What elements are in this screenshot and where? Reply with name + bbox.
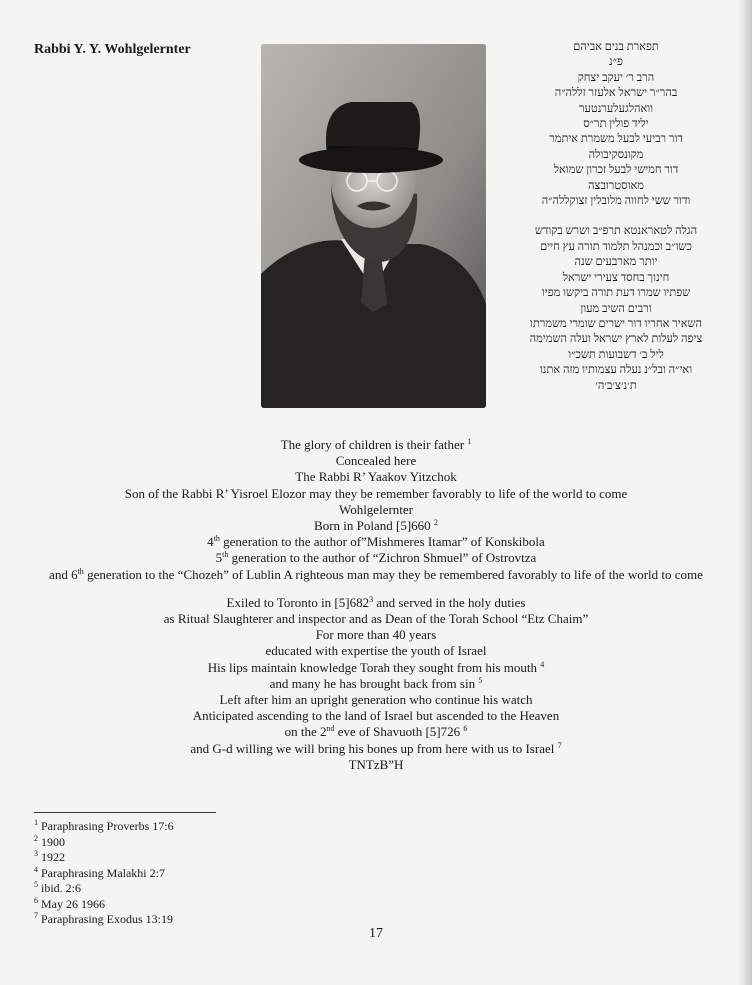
translation-line: and 6th generation to the “Chozeh” of Lublin A righteous man may they be remembered favorably to life of the world to come (49, 566, 703, 582)
hebrew-line: יותר מארבעים שנה (574, 256, 658, 269)
translation-line: The glory of children is their father $^1$ (280, 437, 472, 452)
hebrew-line: ורבים השיב מעון (580, 302, 652, 315)
portrait-photo (261, 44, 486, 408)
hebrew-line: וואהלגעלערנטער (578, 102, 654, 115)
hebrew-epitaph (505, 40, 727, 394)
english-translation (20, 437, 732, 773)
hebrew-line: פ״נ (609, 56, 623, 69)
footnote-divider (34, 812, 216, 813)
footnote: $^4$ Paraphrasing Malakhi 2:7 (34, 864, 165, 880)
footnote-ref: 4 (540, 659, 545, 669)
footnote: $^5$ ibid. 2:6 (34, 880, 82, 895)
translation-line: educated with expertise the youth of Israel (265, 643, 487, 659)
footnote-ref: 7 (557, 740, 562, 750)
footnote: $^1$ Paraphrasing Proverbs 17:6 (34, 818, 174, 833)
hebrew-line: ואי״ה ובל״נ נעלה עצמותיו מזה אתנו (539, 364, 693, 377)
footnote-ref: 5 (478, 675, 483, 685)
stanza-gap (20, 583, 732, 595)
translation-line: 5th generation to the author of “Zichron Shmuel” of Ostrovtza (215, 550, 537, 566)
hebrew-line: דור חמישי לבעל זכרון שמואל (553, 164, 679, 177)
translation-line: Concealed here (335, 453, 417, 469)
hebrew-line: יליד פולין תר״ס (583, 118, 649, 131)
translation-line: 4th generation to the author of”Mishmeres Itamar” of Konskibola (207, 534, 545, 550)
hebrew-line: ציפה לעלות לארץ ישראל ועלה השמימה (529, 333, 703, 346)
hebrew-line: הרב ר׳ יעקב יצחק (577, 71, 655, 84)
translation-line: Left after him an upright generation who continue his watch (219, 692, 533, 708)
hebrew-line: השאיר אחריו דור ישרים שומרי משמרתו (530, 317, 702, 330)
translation-line: Wohlgelernter (338, 501, 414, 517)
footnote: $^2$ 1900 (34, 833, 65, 849)
footnote-ref: 1 (467, 437, 472, 446)
hebrew-line: דור רביעי לבעל משמרת איתמר (549, 133, 683, 146)
translation-line: and many he has brought back from sin $^5$ (269, 675, 483, 691)
hebrew-line: ודור ששי לחווה מלובלין זצוקללה״ה (541, 195, 691, 208)
hebrew-line: כשו״ב וכמנהל תלמוד תורה עץ חיים (540, 240, 692, 253)
author-heading: Rabbi Y. Y. Wohlgelernter (34, 42, 191, 57)
footnote: $^6$ May 26 1966 (34, 895, 105, 911)
hebrew-line: בהר״ר ישראל אלעזר זללה״ה (554, 87, 678, 100)
translation-line: Exiled to Toronto in $[5]682^3$ and served in the holy duties (226, 594, 526, 610)
footnote-ref: 2 (433, 518, 438, 528)
page-number: 17 (369, 926, 383, 941)
translation-line: His lips maintain knowledge Torah they sought from his mouth $^4$ (207, 659, 545, 675)
translation-line: For more than 40 years (315, 627, 437, 643)
footnote-ref: 6 (463, 724, 468, 734)
translation-line: as Ritual Slaughterer and inspector and as Dean of the Torah School “Etz Chaim” (163, 611, 589, 627)
hebrew-line: מקונסקיבולה (588, 148, 644, 161)
hebrew-line: ליל ב׳ דשבועות תשכ״ו (568, 348, 664, 361)
page-edge-shadow (738, 0, 752, 985)
translation-line: TNTzB”H (348, 756, 404, 772)
translation-line: and G-d willing we will bring his bones up from here with us to Israel $^7$ (190, 740, 562, 756)
footnote: $^7$ Paraphrasing Exodus 13:19 (34, 911, 173, 926)
footnote-ref: 3 (369, 594, 374, 604)
hebrew-line: מאוסטרובצה (588, 179, 644, 192)
footnotes (34, 819, 174, 928)
translation-line: The Rabbi R’ Yaakov Yitzchok (295, 469, 457, 485)
hebrew-line: תפארת בנים אביהם (573, 41, 659, 53)
hebrew-line: חינוך בחסד צעירי ישראל (562, 271, 670, 284)
hebrew-line: ת׳נ׳צ׳ב׳ה׳ (595, 379, 637, 392)
translation-line: Anticipated ascending to the land of Israel but ascended to the Heaven (192, 708, 560, 724)
translation-line: Son of the Rabbi R’ Yisroel Elozor may they be remember favorably to life of the world to come (124, 485, 628, 501)
hebrew-line: הגלה לטאראנטא תרפ״ב ושרש בקודש (534, 225, 698, 238)
translation-line: on the 2nd eve of Shavuoth [5]726 $^6$ (284, 724, 468, 740)
footnote: $^3$ 1922 (34, 849, 65, 864)
stanza-gap (505, 209, 727, 224)
hebrew-line: שפתיו שמרו דעת תורה ביקשו מפיו (541, 287, 691, 300)
translation-line: Born in Poland [5]660 $^2$ (314, 518, 438, 534)
